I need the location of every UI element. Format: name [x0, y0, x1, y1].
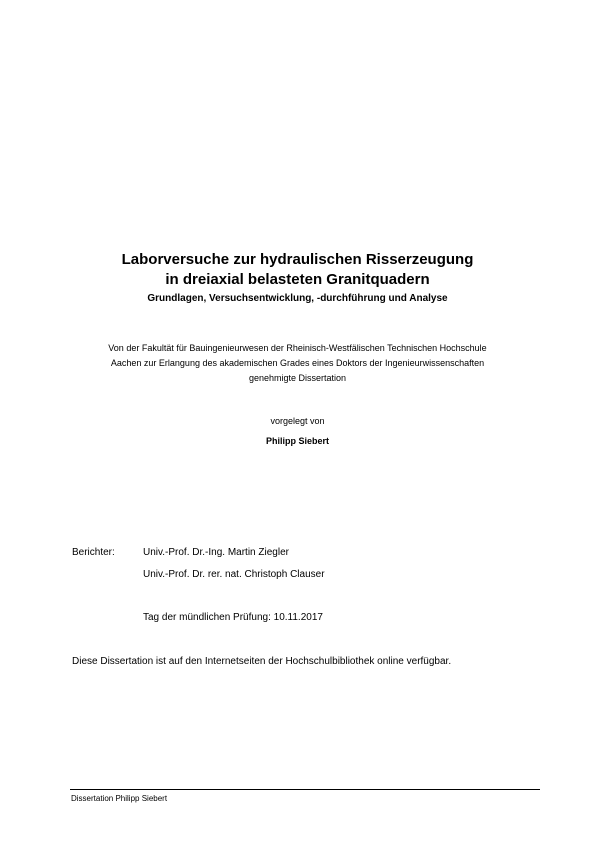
approval-line-3: genehmigte Dissertation: [248, 373, 347, 383]
title-line-1: Laborversuche zur hydraulischen Risserzeugung: [121, 251, 474, 268]
subtitle: Grundlagen, Versuchsentwicklung, -durchführung und Analyse: [147, 293, 448, 304]
exam-date: Tag der mündlichen Prüfung: 10.11.2017: [143, 612, 323, 623]
approval-line-2: Aachen zur Erlangung des akademischen Grades eines Doktors der Ingenieurwissenschaften: [110, 358, 485, 368]
availability-note: Diese Dissertation ist auf den Internetseiten der Hochschulbibliothek online verfügbar.: [72, 656, 452, 667]
footer-divider: [70, 789, 540, 790]
footer-text: Dissertation Philipp Siebert: [71, 794, 168, 803]
title-line-2: in dreiaxial belasteten Granitquadern: [165, 271, 430, 288]
approval-line-1: Von der Fakultät für Bauingenieurwesen der Rheinisch-Westfälischen Technischen Hochschule: [108, 343, 487, 353]
submitted-by: vorgelegt von: [270, 416, 325, 426]
reviewer-2: Univ.-Prof. Dr. rer. nat. Christoph Clauser: [143, 569, 325, 580]
author-name: Philipp Siebert: [265, 436, 329, 446]
reviewer-1: Univ.-Prof. Dr.-Ing. Martin Ziegler: [143, 547, 289, 558]
reviewers-label: Berichter:: [72, 547, 115, 558]
